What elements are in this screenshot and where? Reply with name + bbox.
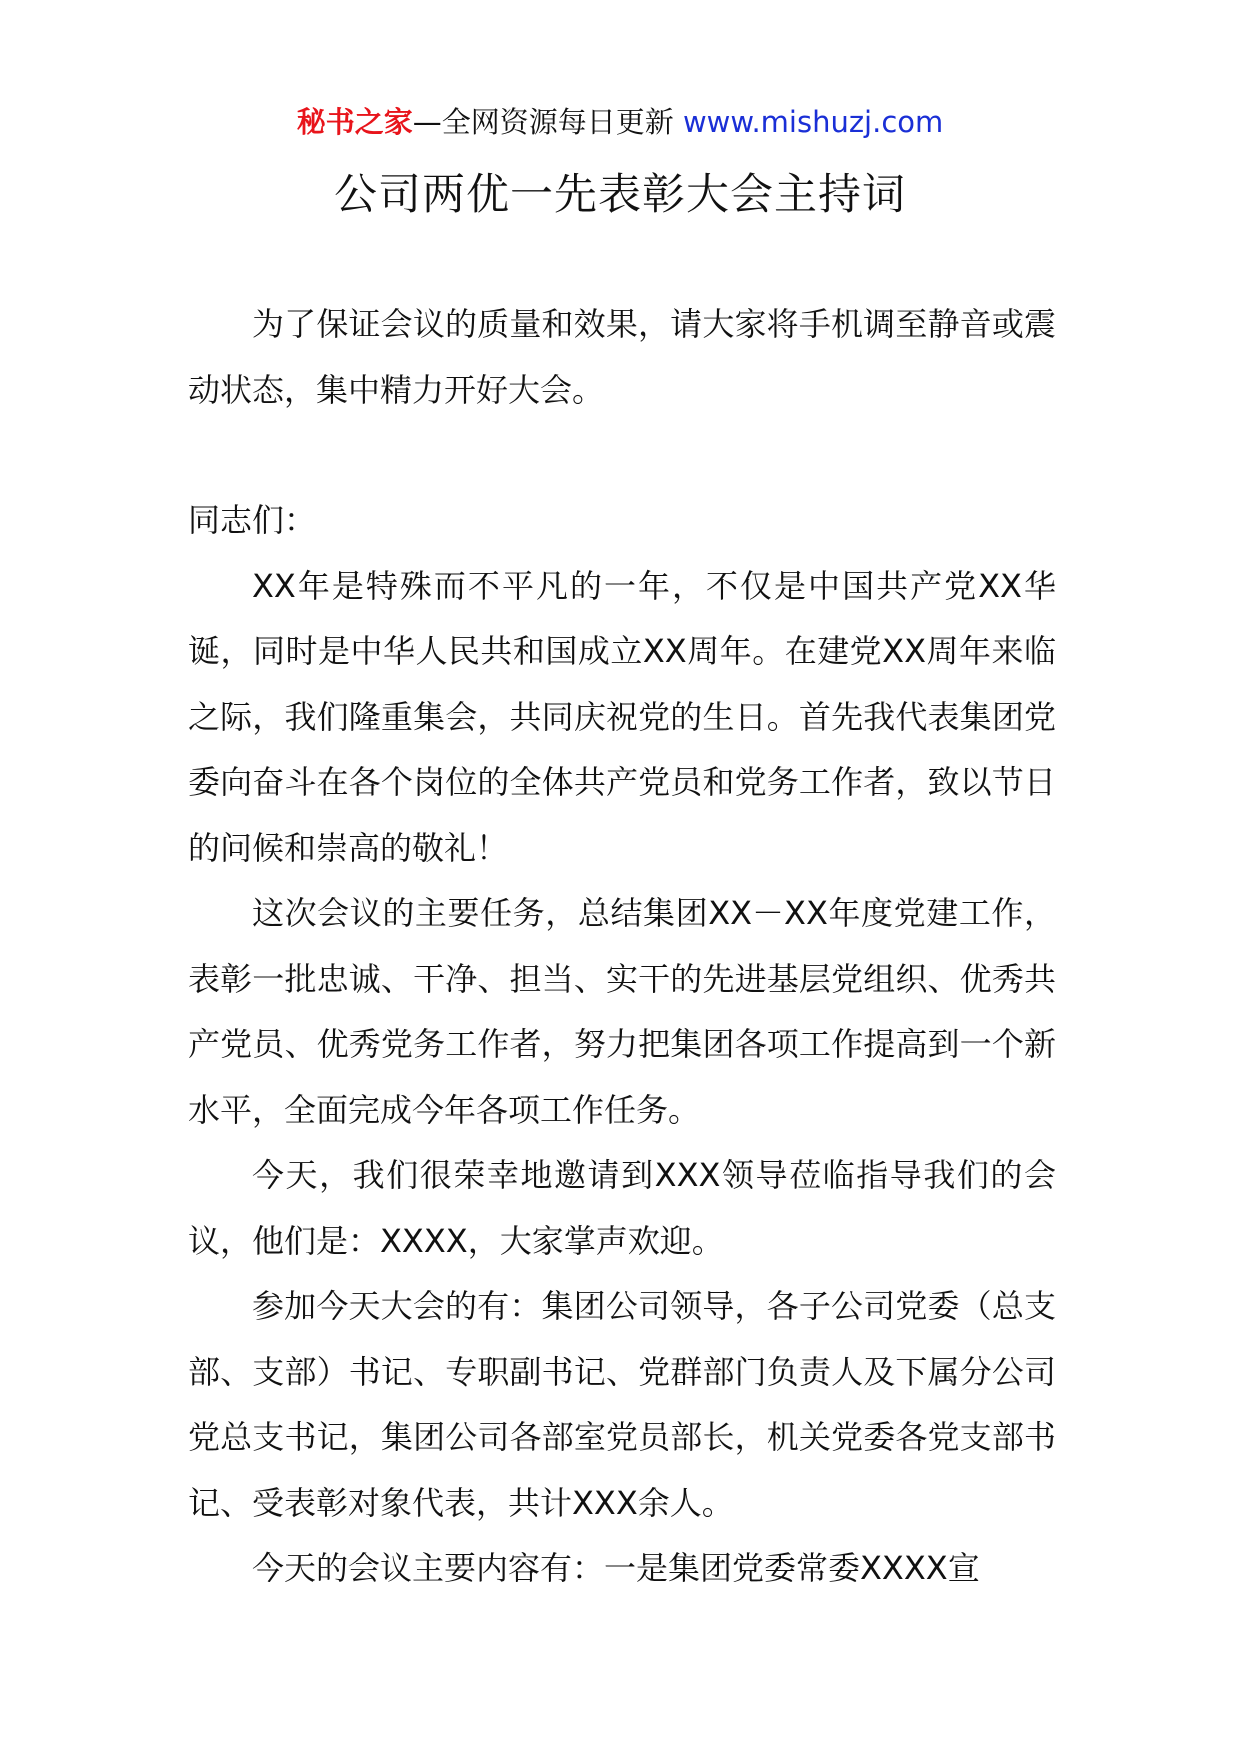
site-tagline: —全网资源每日更新 <box>412 105 674 139</box>
document-body <box>188 292 1056 1602</box>
intro-paragraph: 为了保证会议的质量和效果，请大家将手机调至静音或震动状态，集中精力开好大会。 <box>188 305 1056 409</box>
salutation: 同志们： <box>188 501 317 539</box>
body-paragraph: XX年是特殊而不平凡的一年，不仅是中国共产党XX华诞，同时是中华人民共和国成立XX周年。在建党XX周年来临之际，我们隆重集会，共同庆祝党的生日。首先我代表集团党委向奋斗在各个岗位的全体共产党员和党务工作者，致以节日的问候和崇高的敬礼！ <box>188 566 1056 867</box>
body-paragraph: 今天的会议主要内容有：一是集团党委常委XXXX宣 <box>252 1549 980 1587</box>
body-paragraph: 今天，我们很荣幸地邀请到XXX领导莅临指导我们的会议，他们是：XXXX，大家掌声欢迎。 <box>188 1156 1056 1260</box>
body-paragraph: 这次会议的主要任务，总结集团XX－XX年度党建工作，表彰一批忠诚、干净、担当、实干的先进基层党组织、优秀共产党员、优秀党务工作者，努力把集团各项工作提高到一个新水平，全面完成今年各项工作任务。 <box>188 894 1056 1129</box>
site-name: 秘书之家 <box>296 105 413 139</box>
document-title: 公司两优一先表彰大会主持词 <box>334 170 906 220</box>
site-header <box>0 100 1240 144</box>
body-paragraph: 参加今天大会的有：集团公司领导，各子公司党委（总支部、支部）书记、专职副书记、党群部门负责人及下属分公司党总支书记，集团公司各部室党员部长，机关党委各党支部书记、受表彰对象代表，共计XXX余人。 <box>188 1287 1056 1522</box>
site-url: www.mishuzj.com <box>682 105 944 139</box>
